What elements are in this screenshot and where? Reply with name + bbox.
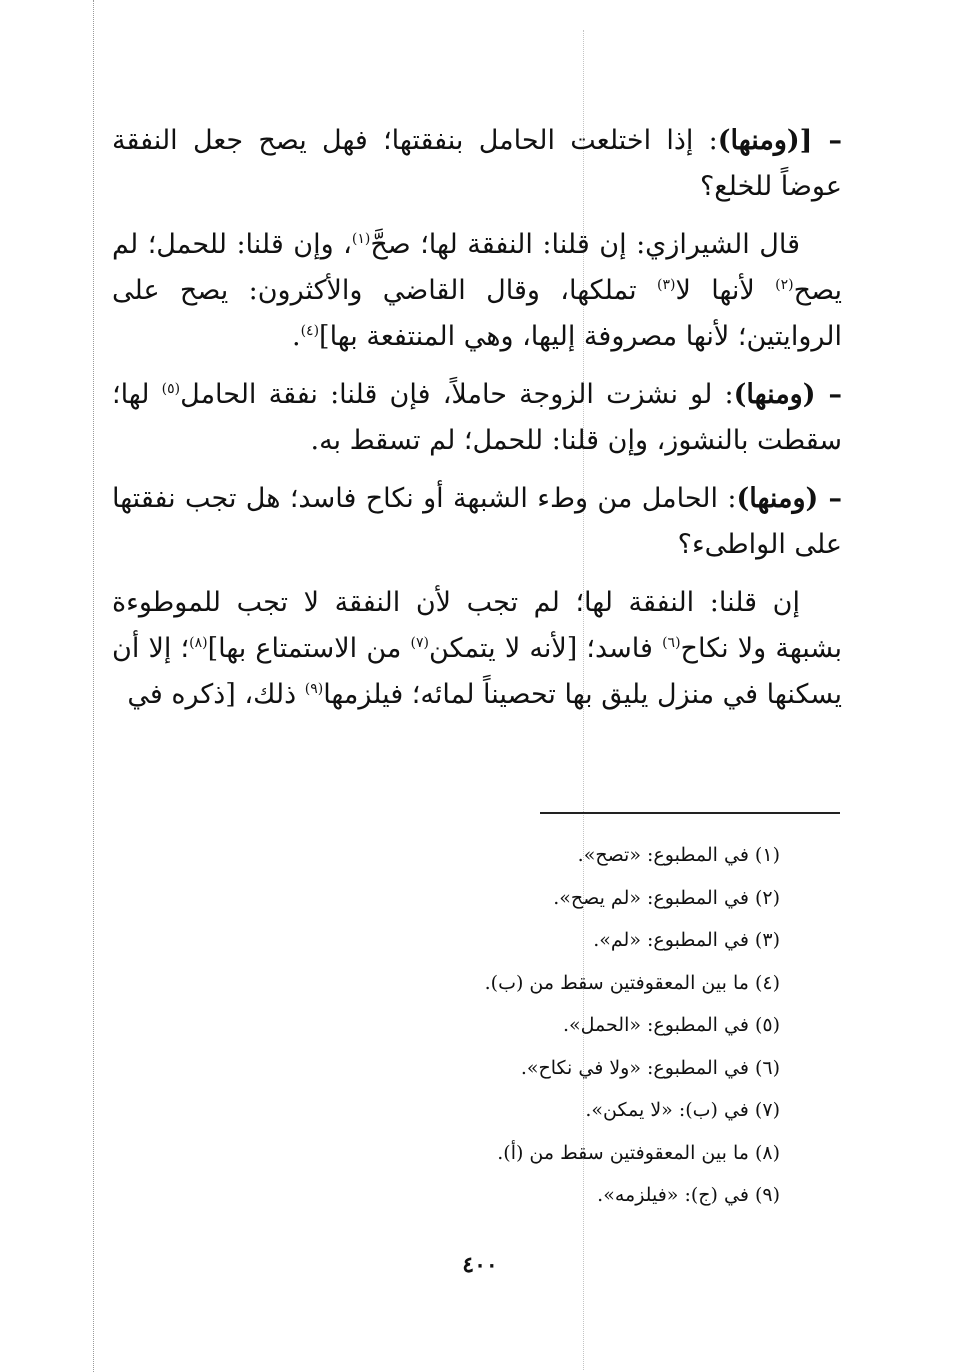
paragraph-text: إن قلنا: النفقة لها؛ لم تجب لأن النفقة لا تجب للموطوءة بشبهة ولا نكاح (112, 587, 843, 664)
paragraph-text: . (291, 321, 301, 352)
paragraph-nushuz (112, 372, 842, 464)
footnote-item: (٦) في المطبوع: «ولا في نكاح». (520, 1056, 780, 1079)
footnote-item: (٨) ما بين المعقوفتين سقط من (أ). (497, 1141, 780, 1164)
paragraph-answer (112, 580, 842, 718)
paragraph-text: لها؛ سقطت بالنشوز، وإن قلنا: للحمل؛ لم تسقط به. (112, 379, 842, 456)
footnote-item: (٤) ما بين المعقوفتين سقط من (ب). (484, 971, 780, 994)
paragraph-text: تملكها، وقال القاضي والأكثرون: يصح على الروايتين؛ لأنها مصروفة إليها، وهي المنتفعة بها] (112, 275, 842, 352)
paragraph-text: قال الشيرازي: إن قلنا: النفقة لها؛ صحَّ (370, 229, 800, 260)
paragraph-text: : إذا اختلعت الحامل بنفقتها؛ فهل يصح جعل النفقة عوضاً للخلع؟ (112, 125, 842, 202)
paragraph-text: : لو نشزت الزوجة حاملاً، فإن قلنا: نفقة الحامل (180, 379, 734, 410)
paragraph-lead: – (ومنها) (736, 483, 842, 514)
footnote-ref: (٥) (161, 381, 181, 397)
page-number: ٤٠٠ (462, 1252, 498, 1278)
footnote-ref: (٨) (189, 635, 208, 651)
footnote-ref: (٦) (662, 635, 681, 651)
scan-margin-line (93, 0, 94, 1372)
paragraph-text: ، وإن قلنا: للحمل؛ لم يصح (112, 229, 842, 306)
paragraph-text: من الاستمتاع بها] (207, 633, 411, 664)
paragraph-text: : الحامل من وطء الشبهة أو نكاح فاسد؛ هل تجب نفقتها على الواطىء؟ (112, 483, 842, 560)
paragraph-lead: – (ومنها) (733, 379, 842, 410)
footnote-item: (٥) في المطبوع: «الحمل». (562, 1014, 780, 1036)
footnote-ref: (٤) (300, 323, 320, 339)
paragraph-text: فاسد؛ [لأنه لا يتمكن (428, 633, 663, 664)
paragraph-khul (112, 118, 842, 210)
footnote-item: (١) في المطبوع: «تصح». (577, 844, 780, 866)
footnote-ref: (٩) (304, 681, 324, 697)
paragraph-text: لأنها لا (675, 275, 776, 306)
footnote-ref: (٧) (410, 635, 429, 651)
paragraph-text: ذلك، [ذكره في (127, 679, 305, 710)
footnote-item: (٣) في المطبوع: «لم». (593, 929, 780, 951)
footnote-item: (٢) في المطبوع: «لم يصح». (553, 886, 780, 909)
main-text (112, 118, 842, 730)
footnote-item: (٩) في (ج): «فيلزمه». (597, 1184, 780, 1206)
footnote-separator (540, 812, 840, 814)
paragraph-lead: – [(ومنها) (717, 125, 842, 156)
footnote-item: (٧) في (ب): «لا يمكن». (585, 1099, 780, 1121)
footnote-ref: (٢) (775, 277, 794, 293)
footnote-ref: (٣) (657, 277, 676, 293)
footnotes-list (360, 834, 780, 1217)
paragraph-shirazi (112, 222, 842, 360)
paragraph-text: ؛ إلا أن يسكنها في منزل يليق بها تحصيناً لمائه؛ فيلزمها (112, 633, 842, 710)
paragraph-shubha (112, 476, 842, 568)
footnote-ref: (١) (351, 231, 371, 247)
